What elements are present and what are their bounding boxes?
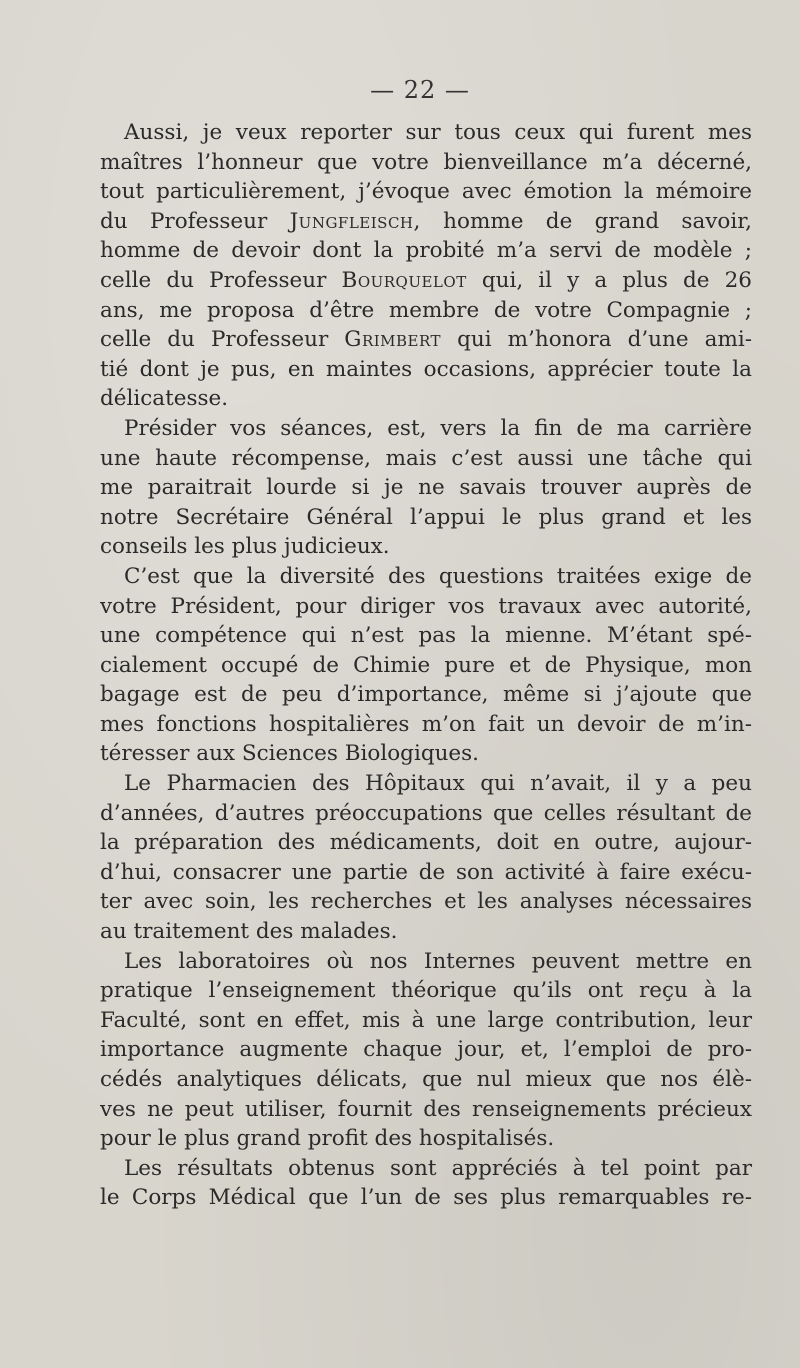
text-line: pour le plus grand profit des hospitalisés. [100, 1126, 555, 1152]
text-line: importance augmente chaque jour, et, l’emploi de pro- [100, 1037, 752, 1063]
text-fragment: homme de grand savoir, [420, 208, 752, 234]
text-line: notre Secrétaire Général l’appui le plus grand et les [100, 504, 752, 530]
text-line: bagage est de peu d’importance, même si j’ajoute que [100, 682, 752, 708]
text-line: pratique l’enseignement théorique qu’ils ont reçu à la [100, 978, 752, 1004]
text-line: Les laboratoires où nos Internes peuvent mettre en [124, 948, 752, 974]
text-line: Aussi, je veux reporter sur tous ceux qui furent mes [124, 120, 752, 145]
text-line: d’années, d’autres préoccupations que celles résultant de [100, 800, 752, 826]
person-name: Bourquelot [341, 267, 467, 293]
text-line: conseils les plus judicieux. [100, 534, 390, 560]
text-line: d’hui, consacrer une partie de son activité à faire exécu- [100, 859, 752, 885]
text-line: une haute récompense, mais c’est aussi une tâche qui [100, 445, 752, 471]
text-line [100, 207, 752, 237]
text-fragment: celle du Professeur [100, 327, 345, 353]
text-line: me paraitrait lourde si je ne savais trouver auprès de [100, 475, 752, 501]
text-line: le Corps Médical que l’un de ses plus remarquables re- [100, 1185, 752, 1211]
text-line: au traitement des malades. [100, 919, 398, 945]
person-name: Jungfleisch, [289, 208, 421, 234]
page-number: — 22 — [370, 76, 470, 104]
text-line: tout particulièrement, j’évoque avec émotion la mémoire [100, 179, 752, 205]
text-line [100, 266, 752, 296]
text-line: ans, me proposa d’être membre de votre Compagnie ; [100, 297, 752, 323]
text-fragment: celle du Professeur [100, 267, 342, 293]
text-fragment: du Professeur [100, 208, 290, 234]
text-line: Le Pharmacien des Hôpitaux qui n’avait, il y a peu [124, 771, 752, 797]
text-fragment: qui m’honora d’une ami- [441, 327, 752, 353]
text-line: une compétence qui n’est pas la mienne. M’étant spé- [100, 623, 752, 649]
text-line: cédés analytiques délicats, que nul mieux que nos élè- [100, 1067, 752, 1092]
text-line: maîtres l’honneur que votre bienveillance m’a décerné, [100, 149, 752, 175]
text-line: ter avec soin, les recherches et les analyses nécessaires [100, 889, 752, 915]
text-line: la préparation des médicaments, doit en outre, aujour- [100, 830, 752, 856]
text-line: téresser aux Sciences Biologiques. [100, 741, 480, 767]
text-line: Présider vos séances, est, vers la fin de ma carrière [124, 415, 752, 441]
person-name: Grimbert [344, 327, 442, 353]
text-line: cialement occupé de Chimie pure et de Physique, mon [100, 652, 752, 678]
text-line: votre Président, pour diriger vos travaux avec autorité, [100, 593, 752, 619]
text-fragment: qui, il y a plus de 26 [466, 267, 752, 293]
text-line: délicatesse. [100, 386, 229, 412]
text-line: mes fonctions hospitalières m’on fait un devoir de m’in- [100, 711, 752, 737]
text-line: homme de devoir dont la probité m’a servi de modèle ; [100, 238, 752, 264]
text-line [100, 325, 752, 355]
text-line: Faculté, sont en effet, mis à une large contribution, leur [100, 1007, 752, 1033]
text-line: ves ne peut utiliser, fournit des renseignements précieux [100, 1096, 752, 1122]
text-line: Les résultats obtenus sont appréciés à tel point par [124, 1155, 752, 1181]
body-text [100, 118, 752, 1213]
text-line: tié dont je pus, en maintes occasions, apprécier toute la [100, 356, 752, 382]
text-line: C’est que la diversité des questions traitées exige de [124, 563, 752, 589]
